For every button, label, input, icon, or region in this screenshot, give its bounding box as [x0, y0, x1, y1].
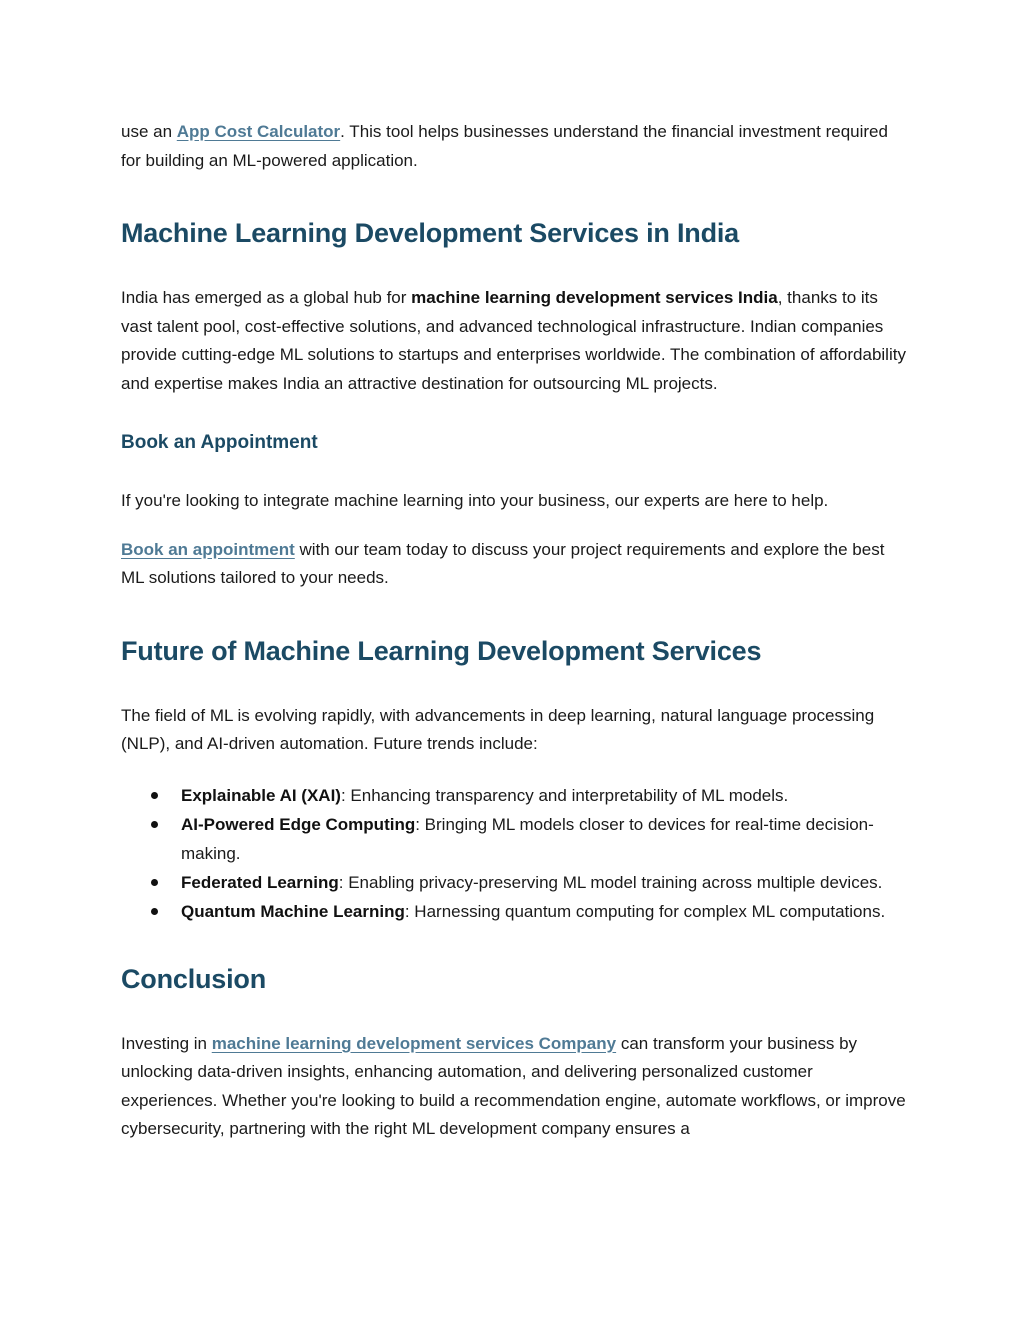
india-heading: Machine Learning Development Services in India: [121, 218, 739, 248]
book-appointment-heading: Book an Appointment: [121, 432, 318, 453]
conclusion-heading: Conclusion: [121, 963, 266, 994]
app-cost-calculator-link[interactable]: App Cost Calculator: [176, 122, 341, 141]
trend-title: Federated Learning: [181, 872, 339, 892]
book-paragraph-2: [121, 536, 911, 593]
book-appointment-link[interactable]: Book an appointment: [121, 539, 295, 559]
intro-paragraph: [121, 118, 911, 175]
book-paragraph-2-suffix: with our team today to discuss your project requirements and explore the best ML solutions tailored to your needs.: [121, 539, 885, 587]
trend-text: : Bringing ML models closer to devices for real-time decision-making.: [181, 814, 874, 863]
trend-title: AI-Powered Edge Computing: [181, 814, 416, 834]
list-item: [121, 810, 911, 868]
trend-title: Explainable AI (XAI): [181, 785, 341, 805]
future-intro-paragraph: The field of ML is evolving rapidly, with advancements in deep learning, natural language processing (NLP), and AI-driven automation. Future trends include:: [121, 705, 875, 753]
india-suffix: , thanks to its vast talent pool, cost-effective solutions, and advanced technological infrastructure. Indian companies provide cutting-edge ML solutions to startups and enterprises worldwide. The combination of affordability and expertise makes India an attractive destination for outsourcing ML projects.: [121, 288, 906, 393]
conclusion-prefix: Investing in: [121, 1033, 212, 1053]
book-paragraph-1: If you're looking to integrate machine learning into your business, our experts are here to help.: [121, 491, 829, 510]
bullet-icon: [151, 821, 158, 828]
trend-text: : Enabling privacy-preserving ML model training across multiple devices.: [338, 872, 883, 892]
trend-text: : Harnessing quantum computing for complex ML computations.: [404, 901, 886, 921]
intro-suffix: . This tool helps businesses understand the financial investment required for building an ML-powered application.: [121, 122, 888, 170]
india-prefix: India has emerged as a global hub for: [121, 288, 412, 307]
bullet-icon: [151, 908, 158, 915]
future-trends-list: [121, 781, 911, 926]
trend-text: : Enhancing transparency and interpretability of ML models.: [340, 785, 789, 805]
ml-development-company-link[interactable]: machine learning development services Company: [211, 1033, 617, 1053]
document-page: [121, 118, 911, 1144]
list-item: [121, 897, 911, 926]
india-bold-phrase: machine learning development services India: [411, 288, 778, 307]
future-heading: Future of Machine Learning Development Services: [121, 635, 762, 666]
bullet-icon: [151, 879, 158, 886]
intro-prefix: use an: [121, 122, 177, 141]
trend-title: Quantum Machine Learning: [181, 901, 405, 921]
conclusion-suffix: can transform your business by unlocking data-driven insights, enhancing automation, and delivering personalized customer experiences. Whether you're looking to build a recommendation engine, automate workflows, or improve cybersecurity, partnering with the right ML development company ensures a: [121, 1033, 906, 1138]
conclusion-paragraph: [121, 1030, 911, 1144]
list-item: [121, 868, 911, 897]
india-paragraph: [121, 284, 911, 398]
bullet-icon: [151, 792, 158, 799]
list-item: [121, 781, 911, 810]
